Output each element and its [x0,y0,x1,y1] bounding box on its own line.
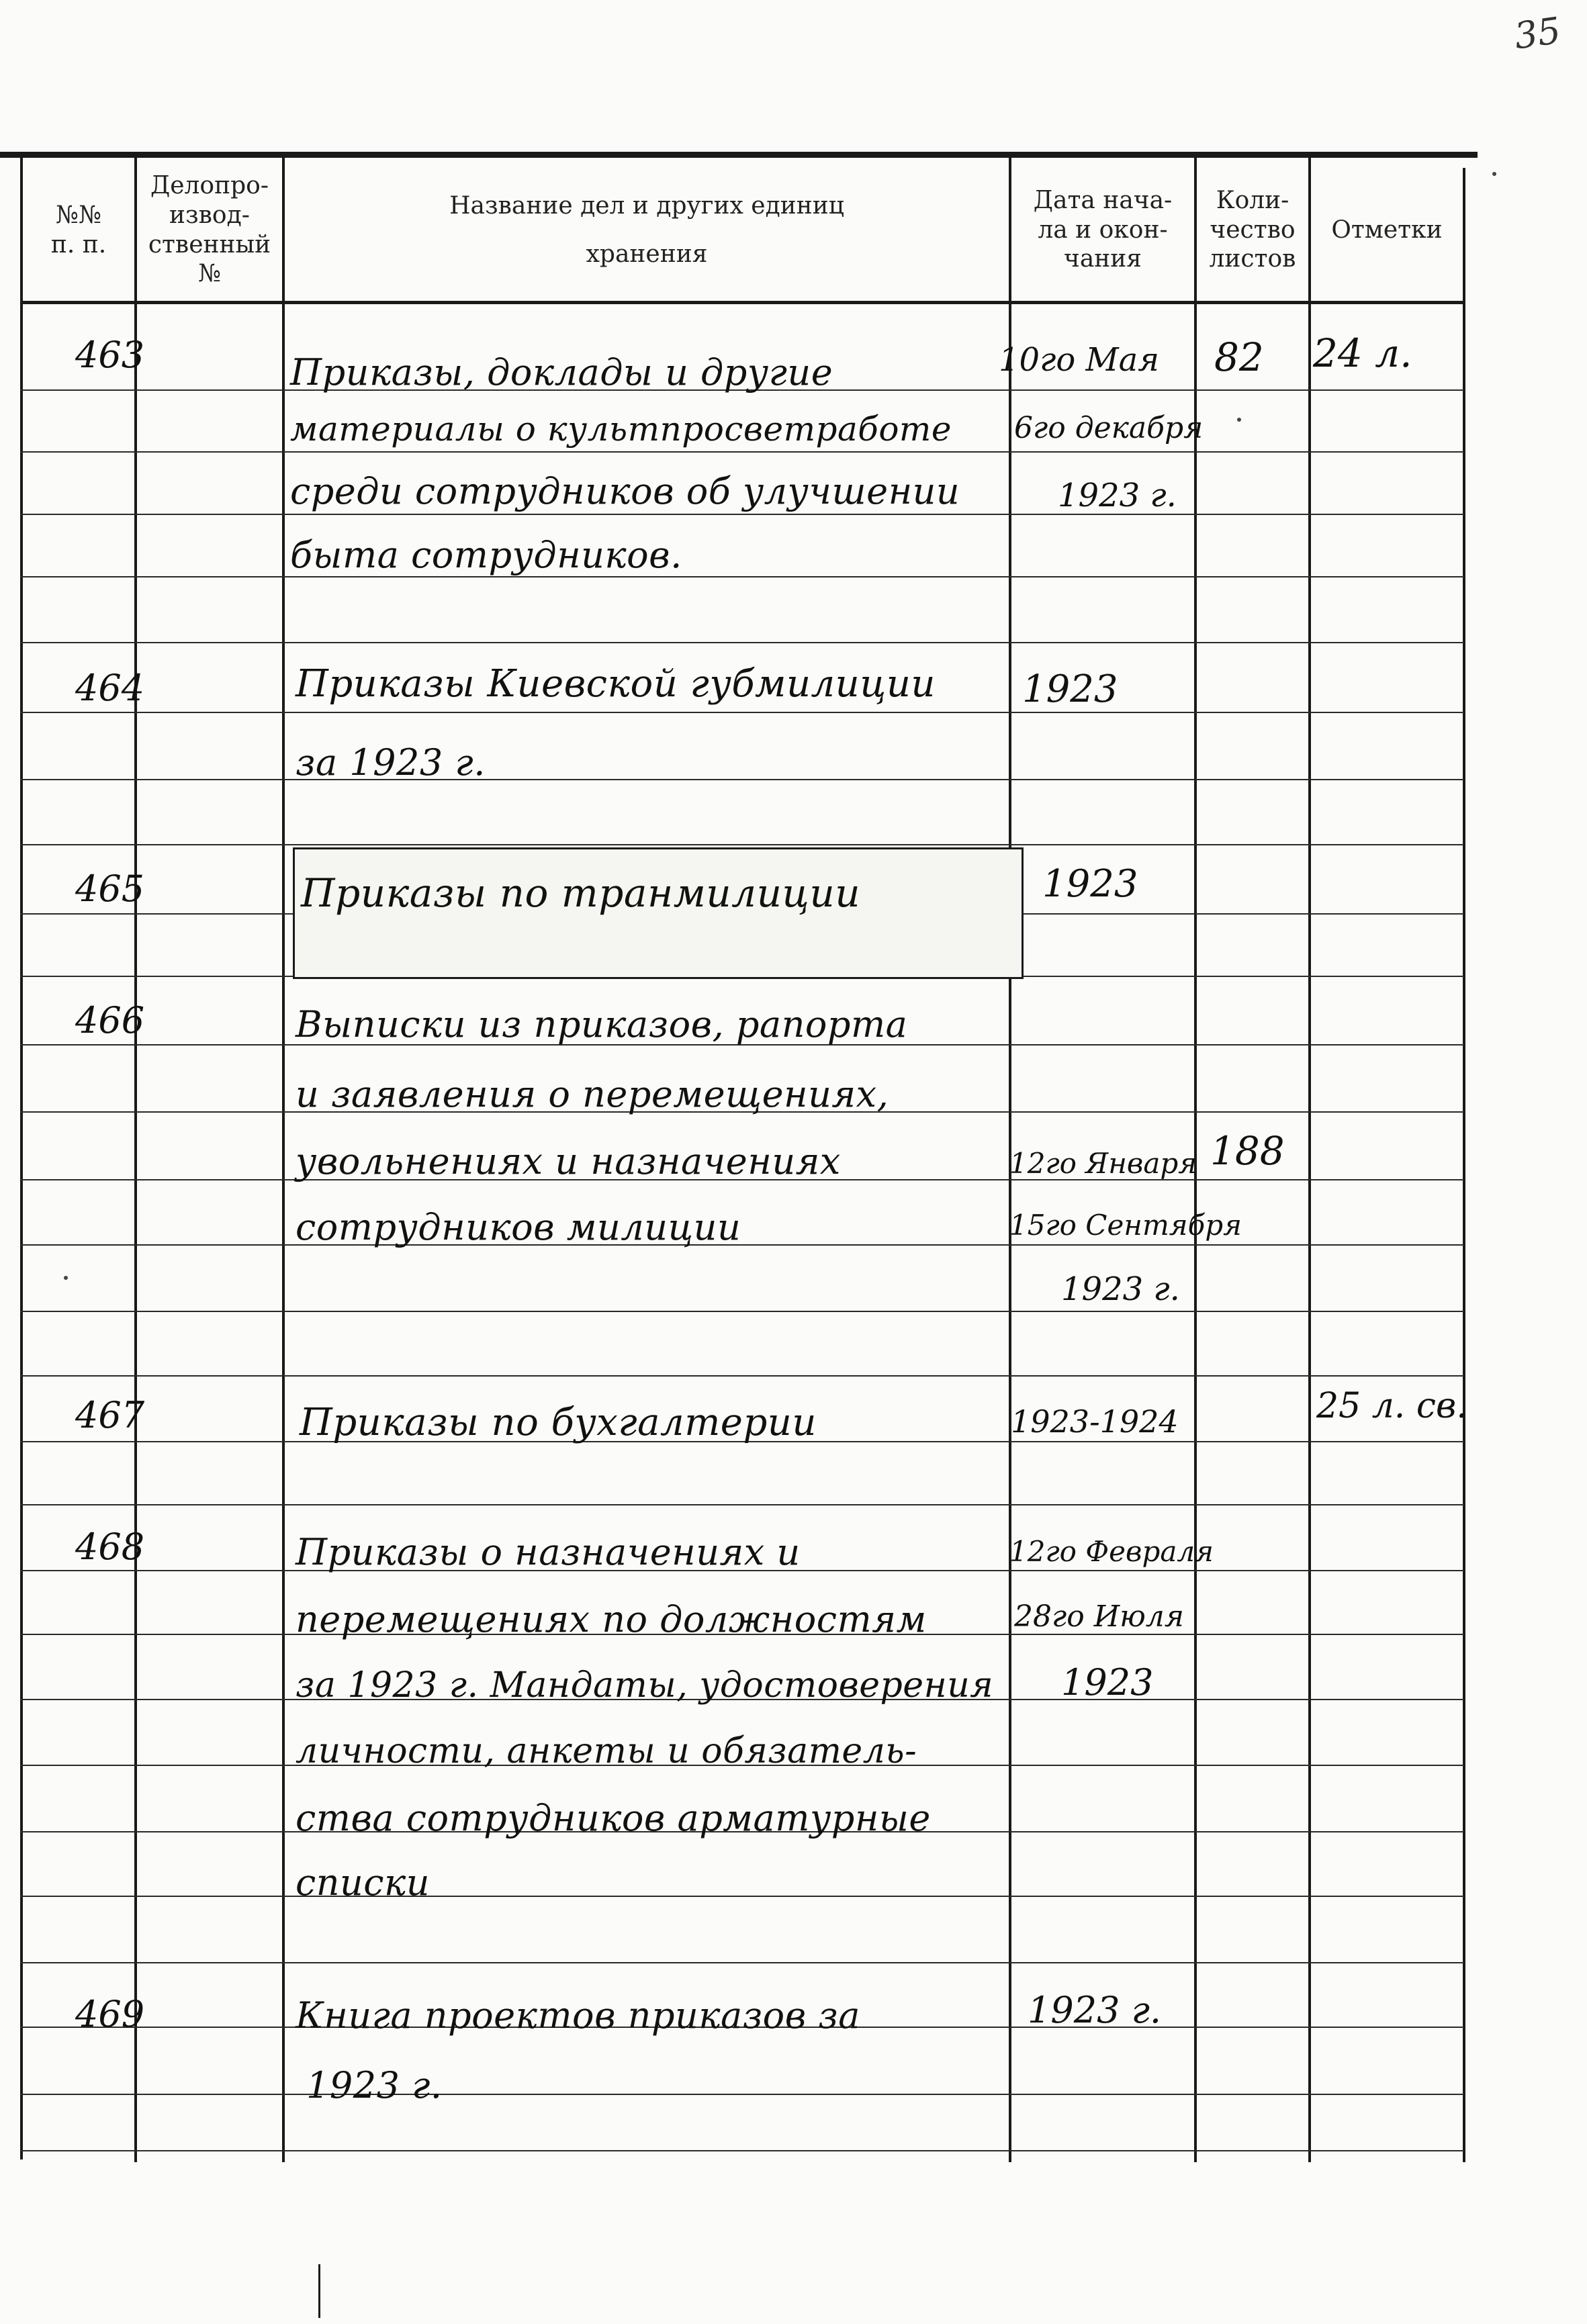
entry-title-line: сотрудников милиции [296,1206,741,1248]
entry-date-line: 1923 [1061,1661,1154,1704]
entry-title-line: материалы о культпросветработе [290,410,952,449]
entry-title-line: перемещениях по должностям [296,1598,927,1640]
entry-title-line: Книга проектов приказов за [296,1994,860,2037]
entry-note: 25 л. св. [1316,1386,1467,1426]
header-notes-text: Отметки [1331,216,1443,244]
ruled-line [20,2150,1464,2151]
header-sheets [1197,161,1308,299]
ruled-line [20,712,1464,713]
entry-date-line: 1923 г. [1058,477,1177,514]
header-seq-no-text: №№ п. п. [50,201,107,259]
header-dates-text: Дата нача- ла и окон- чания [1033,186,1173,273]
entry-date-line: 28го Июля [1014,1599,1184,1634]
entry-date-line: 6го декабря [1014,411,1204,445]
entry-title-line: Выписки из приказов, рапорта [296,1003,908,1045]
entry-number: 467 [75,1394,145,1436]
entry-date-line: 1923-1924 [1011,1403,1179,1440]
entry-date-line: 1923 [1042,862,1138,906]
ruled-line [20,514,1464,515]
ruled-line [20,451,1464,453]
entry-number: 468 [75,1526,145,1568]
header-seq-no [23,161,134,299]
entry-date-line: 1923 г. [1028,1989,1162,2031]
entry-number: 469 [75,1993,145,2035]
column-line [282,154,285,2162]
ruled-line [20,1504,1464,1505]
entry-note: 24 л. [1313,330,1412,376]
entry-date-line: 12го Февраля [1009,1535,1214,1568]
column-line [20,152,23,2159]
header-title-text: Название дел и других единиц хранения [449,191,844,268]
entry-date-line: 12го Января [1009,1147,1197,1180]
entry-date-line: 1923 [1022,667,1118,711]
header-office-no [137,161,282,299]
entry-sheet-count: 188 [1210,1128,1285,1174]
margin-speck [64,1276,68,1280]
ruled-line [20,642,1464,643]
header-bottom-rule [20,301,1464,304]
entry-title-line: Приказы, доклады и другие [290,351,833,393]
entry-title-line: Приказы по бухгалтерии [300,1401,817,1444]
header-notes [1311,161,1463,299]
column-line [1463,168,1465,2162]
header-office-no-text: Делопро- извод- ственный № [148,171,271,288]
entry-title-line: личности, анкеты и обязатель- [296,1731,917,1771]
entry-title-line: Приказы по транмилиции [301,870,861,916]
entry-sheet-count: 82 [1214,334,1264,380]
entry-title-line: Приказы о назначениях и [296,1531,801,1573]
ruled-line [20,779,1464,780]
binding-mark [318,2264,320,2318]
ruled-line [20,844,1464,845]
entry-title-line: быта сотрудников. [290,534,682,576]
entry-title-line: списки [296,1861,430,1904]
entry-number: 466 [75,999,145,1041]
ruled-line [20,576,1464,577]
ruled-line [20,1311,1464,1312]
entry-title-line: 1923 г. [306,2064,443,2106]
column-line [134,154,137,2162]
column-line [1308,154,1311,2162]
ruled-line [20,1375,1464,1377]
entry-date-line: 10го Мая [999,341,1160,379]
margin-speck [1492,172,1496,176]
ruled-line [20,1896,1464,1897]
entry-date-line: 15го Сентября [1009,1209,1242,1242]
page-number: 35 [1511,9,1563,58]
table-top-rule [0,152,1478,158]
entry-title-line: Приказы Киевской губмилиции [296,662,936,706]
entry-title-line: за 1923 г. Мандаты, удостоверения [296,1665,994,1706]
entry-number: 463 [75,334,145,376]
entry-title-line: и заявления о перемещениях, [296,1073,889,1115]
margin-speck [1237,418,1241,422]
header-sheets-text: Коли- чество листов [1209,186,1296,273]
header-title [285,161,1009,299]
entry-number: 465 [75,868,145,910]
entry-number: 464 [75,667,145,709]
ruled-line [20,1962,1464,1963]
entry-title-line: ства сотрудников арматурные [296,1797,931,1839]
entry-date-line: 1923 г. [1061,1270,1180,1308]
entry-title-line: увольнениях и назначениях [296,1140,841,1182]
ruled-line [20,2094,1464,2095]
header-dates [1011,161,1194,299]
entry-title-line: среди сотрудников об улучшении [290,470,960,512]
entry-title-line: за 1923 г. [296,741,486,784]
ruled-line [20,1244,1464,1246]
